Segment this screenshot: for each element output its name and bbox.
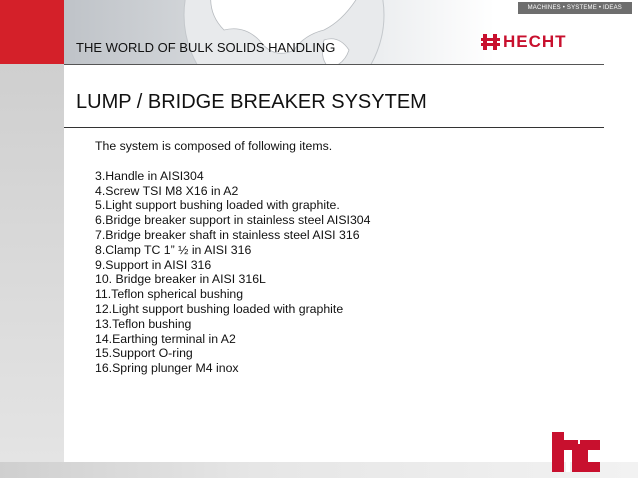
- bottom-strip: [0, 462, 638, 478]
- header-subtitle: THE WORLD OF BULK SOLIDS HANDLING: [76, 40, 336, 55]
- list-item: 10. Bridge breaker in AISI 316L: [95, 272, 266, 287]
- hecht-logo-icon: [481, 33, 501, 51]
- parts-list: [95, 169, 595, 376]
- list-item: 7.Bridge breaker shaft in stainless steel AISI 316: [95, 227, 360, 242]
- tagline-bar: MACHINES • SYSTEME • IDEAS: [518, 2, 632, 14]
- header-divider: [64, 64, 604, 65]
- hecht-logo: [481, 33, 605, 51]
- left-strip-shade: [0, 64, 64, 464]
- slide-content: [95, 139, 595, 376]
- list-item: 15.Support O-ring: [95, 346, 193, 361]
- hecht-logo-text: HECHT: [503, 32, 567, 51]
- left-accent-strip: [0, 0, 64, 478]
- list-item: 12.Light support bushing loaded with graphite: [95, 301, 344, 316]
- list-item: 3.Handle in AISI304: [95, 168, 204, 183]
- list-item: 16.Spring plunger M4 inox: [95, 361, 239, 376]
- corner-logo: [552, 432, 600, 472]
- title-divider: [64, 127, 604, 128]
- list-item: 9.Support in AISI 316: [95, 257, 212, 272]
- list-item: 6.Bridge breaker support in stainless steel AISI304: [95, 213, 371, 228]
- list-item: 14.Earthing terminal in A2: [95, 331, 236, 346]
- list-item: 13.Teflon bushing: [95, 316, 192, 331]
- list-item: 5.Light support bushing loaded with graphite.: [95, 198, 340, 213]
- page-title: LUMP / BRIDGE BREAKER SYSYTEM: [76, 91, 427, 113]
- list-item: 11.Teflon spherical bushing: [95, 287, 244, 302]
- list-item: 4.Screw TSI M8 X16 in A2: [95, 183, 239, 198]
- intro-text: The system is composed of following items.: [95, 139, 333, 153]
- list-item: 8.Clamp TC 1” ½ in AISI 316: [95, 242, 252, 257]
